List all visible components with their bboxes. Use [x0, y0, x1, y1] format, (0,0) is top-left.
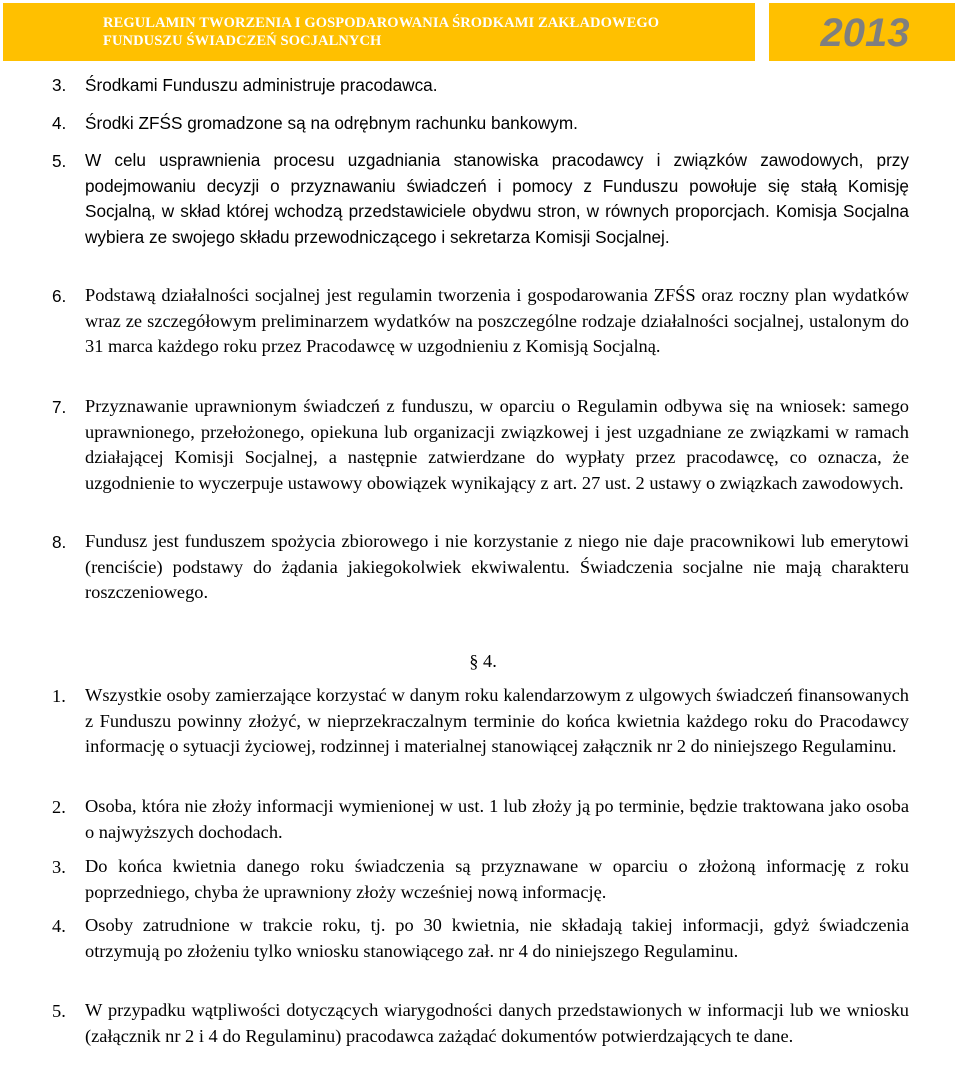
list-item-text: W celu usprawnienia procesu uzgadniania stanowiska pracodawcy i związków zawodowych, przy podejmowaniu decyzji o przyznawaniu świadczeń i pomocy z Funduszu powołuje się stałą Komisję Socjalną, w skład której wchodzą przedstawiciele obydwu stron, w równych proporcjach. Komisja Socjalna wybiera ze swojego składu przewodniczącego i sekretarza Komisji Socjalnej. [85, 150, 909, 247]
section-heading: § 4. [469, 651, 497, 671]
list-item-number: 5. [52, 151, 67, 171]
header-year-box [769, 3, 955, 61]
list-item-text: Podstawą działalności socjalnej jest regulamin tworzenia i gospodarowania ZFŚS oraz roczny plan wydatków wraz ze szczegółowym preliminarzem wydatków na poszczególne rodzaje działalności socjalnej, ustalonym do 31 marca każdego roku przez Pracodawcę w uzgodnieniu z Komisją Socjalną. [85, 285, 909, 357]
list-item-text: Do końca kwietnia danego roku świadczenia są przyznawane w oparciu o złożoną informację z roku poprzedniego, chyba że uprawniony złoży wcześniej nową informację. [85, 856, 909, 902]
list-item-number: 3. [52, 75, 67, 95]
list-item-text: Fundusz jest funduszem spożycia zbiorowego i nie korzystanie z niego nie daje pracownikowi lub emerytowi (renciście) podstawy do żądania jakiegokolwiek ekwiwalentu. Świadczenia socjalne nie mają charakteru roszczeniowego. [85, 531, 909, 603]
list-item-number: 7. [52, 397, 67, 417]
list-item-text: Środkami Funduszu administruje pracodawca. [85, 75, 438, 95]
list-item-number: 4. [52, 113, 67, 133]
header-title-box [3, 3, 755, 61]
list-item-number: 1. [52, 686, 66, 706]
header-title-line1: REGULAMIN TWORZENIA I GOSPODAROWANIA ŚRODKAMI ZAKŁADOWEGO [103, 15, 660, 31]
list-item-number: 4. [52, 916, 66, 936]
header-title-line2: FUNDUSZU ŚWIADCZEŃ SOCJALNYCH [103, 33, 382, 49]
list-item-number: 3. [52, 857, 66, 877]
list-item-text: Przyznawanie uprawnionym świadczeń z funduszu, w oparciu o Regulamin odbywa się na wniosek: samego uprawnionego, przełożonego, opiekuna lub organizacji związkowej i jest uzgadniane ze związkami w ramach działającej Komisji Socjalnej, a następnie zatwierdzane do wypłaty przez pracodawcę, co oznacza, że uzgodnienie to wyczerpuje ustawowy obowiązek wynikający z art. 27 ust. 2 ustawy o związkach zawodowych. [85, 396, 909, 493]
list-item-text: Wszystkie osoby zamierzające korzystać w danym roku kalendarzowym z ulgowych świadczeń finansowanych z Funduszu powinny złożyć, w nieprzekraczalnym terminie do końca kwietnia każdego roku do Pracodawcy informację o sytuacji życiowej, rodzinnej i materialnej stanowiącej załącznik nr 2 do niniejszego Regulaminu. [85, 685, 909, 757]
list-item-text: Osoba, która nie złoży informacji wymienionej w ust. 1 lub złoży ją po terminie, będzie traktowana jako osoba o najwyższych dochodach. [85, 796, 909, 842]
list-item-text: Środki ZFŚS gromadzone są na odrębnym rachunku bankowym. [85, 113, 578, 133]
list-item-text: Osoby zatrudnione w trakcie roku, tj. po 30 kwietnia, nie składają takiej informacji, gdyż świadczenia otrzymują po złożeniu tylko wniosku stanowiącego zał. nr 4 do niniejszego Regulaminu. [85, 915, 909, 961]
list-item-text: W przypadku wątpliwości dotyczących wiarygodności danych przedstawionych w informacji lub we wniosku (załącznik nr 2 i 4 do Regulaminu) pracodawca zażądać dokumentów potwierdzających te dane. [85, 1000, 909, 1046]
list-item-number: 8. [52, 532, 67, 552]
header-year: 2013 [820, 11, 910, 55]
list-item-number: 6. [52, 286, 67, 306]
list-item-number: 5. [52, 1001, 66, 1021]
page-header [3, 3, 955, 61]
list-item-number: 2. [52, 797, 66, 817]
